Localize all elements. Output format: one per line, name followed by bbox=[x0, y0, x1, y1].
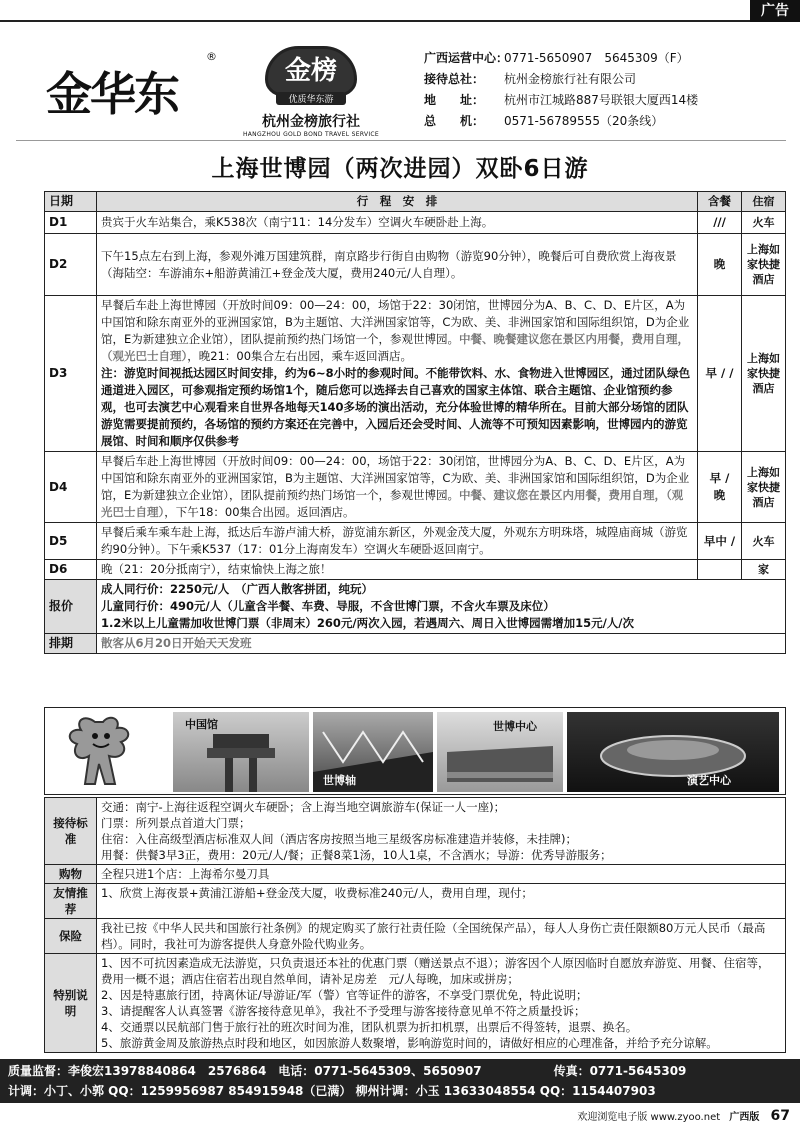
price-line: 成人同行价：2250元/人 （广西人散客拼团，纯玩） bbox=[101, 582, 373, 596]
info-line: 4、交通票以民航部门售于旅行社的班次时间为准，团队机票为折扣机票，出票后不得签转，退票、换名。 bbox=[101, 1020, 638, 1034]
photo-strip bbox=[44, 707, 786, 795]
day-plan: 下午15点左右到上海，参观外滩万国建筑群，南京路步行街自由购物（游览90分钟），晚餐后可自费欣赏上海夜景（海陆空：车游浦东+船游黄浦江+登金茂大厦，费用240元/人自理）。 bbox=[97, 234, 698, 296]
header-stay: 住宿 bbox=[742, 192, 786, 212]
info-line: 门票：所列景点首道大门票； bbox=[101, 816, 251, 830]
seal-banner: 优质华东游 bbox=[276, 92, 346, 105]
footer-line: 计调：小丁、小郭 QQ：1259956987 854915948（已满） 柳州计调：小玉 13633048554 QQ：1154407903 bbox=[8, 1084, 656, 1098]
footer-line: 质量监督：李俊宏13978840864 2576864 电话：0771-5645309、5650907 传真：0771-5645309 bbox=[8, 1064, 687, 1078]
contact-label: 总 机： bbox=[424, 114, 485, 128]
day-plan: 早餐后乘车乘车赴上海，抵达后车游卢浦大桥，游览浦东新区，外观金茂大厦，外观东方明珠塔，城隍庙商城（游览约90分钟）。下午乘K537（17：01分上海南发车）空调火车硬卧返回南宁。 bbox=[97, 523, 698, 560]
info-line: 全程只进1个店：上海希尔曼刀具 bbox=[97, 865, 786, 884]
day-plan: 早餐后车赴上海世博园（开放时间09：00—24：00，场馆于22：30闭馆，世博园分为A、B、C、D、E片区，A为中国馆和除东南亚外的亚洲国家馆，B为主题馆、大洋洲国家馆等，C为欧、美、非洲国家馆和国际组织馆，D为企业馆，E为新建独立企业馆），团队提前预约热门场馆一个，参观世博园。 bbox=[101, 298, 690, 346]
day-label: D3 bbox=[45, 296, 97, 452]
agency-name: 杭州金榜旅行社 bbox=[262, 114, 360, 130]
day-label: D4 bbox=[45, 452, 97, 523]
photo-caption: 世博轴 bbox=[323, 774, 356, 787]
photo-expo-axis bbox=[313, 712, 433, 792]
table-row bbox=[45, 234, 786, 296]
page-bottom bbox=[0, 1106, 800, 1127]
day-stay: 上海如家快捷酒店 bbox=[742, 234, 786, 296]
info-line: 用餐：供餐3早3正，费用：20元/人/餐；正餐8菜1汤，10人1桌，不含酒水；导游：优秀导游服务； bbox=[101, 848, 612, 862]
agency-en: HANGZHOU GOLD BOND TRAVEL SERVICE bbox=[242, 131, 380, 138]
day-plan-cell bbox=[97, 296, 698, 452]
header bbox=[16, 28, 786, 138]
contact-value: 0771-5650907 5645309（F） bbox=[504, 51, 689, 65]
table-header bbox=[45, 192, 786, 212]
info-line: 我社已按《中华人民共和国旅行社条例》的规定购买了旅行社责任险（全国统保产品），每人人身伤亡责任限额80万元人民币（最高档）。同时，我社可为游客提供人身意外险代购业务。 bbox=[97, 919, 786, 954]
info-label: 接待标准 bbox=[45, 798, 97, 865]
price-cell bbox=[97, 580, 786, 634]
info-row bbox=[45, 919, 786, 954]
info-label: 保险 bbox=[45, 919, 97, 954]
day-meal: 早中 / bbox=[698, 523, 742, 560]
day-label: D2 bbox=[45, 234, 97, 296]
info-row bbox=[45, 884, 786, 919]
itinerary-table bbox=[44, 191, 786, 654]
day-plan-tail: ，晚21：00集合左右出园，乘车返回酒店。 bbox=[187, 349, 413, 363]
contact-label: 接待总社： bbox=[424, 72, 485, 86]
schedule-label: 排期 bbox=[45, 634, 97, 654]
info-line: 住宿：入住高级型酒店标准双人间（酒店客房按照当地三星级客房标准建造并装修，未挂牌)； bbox=[101, 832, 577, 846]
info-line: 3、请提醒客人认真签署《游客接待意见单》，我社不予受理与游客接待意见单不符之质量投诉； bbox=[101, 1004, 586, 1018]
header-schedule: 行 程 安 排 bbox=[97, 192, 698, 212]
day-stay: 上海如家快捷酒店 bbox=[742, 452, 786, 523]
reg-mark: ® bbox=[206, 50, 217, 63]
edition-text: 广西版 bbox=[729, 1112, 760, 1123]
photo-performing-arts-center bbox=[567, 712, 779, 792]
day-plan-gray: 中餐、建议您在景区内用餐，费用自理，（观光巴士自理） bbox=[101, 488, 684, 519]
info-content bbox=[97, 798, 786, 865]
mascot-image bbox=[55, 714, 145, 792]
day-label: D6 bbox=[45, 560, 97, 580]
day-label: D1 bbox=[45, 212, 97, 234]
photo-caption: 世博中心 bbox=[493, 720, 537, 733]
table-row bbox=[45, 523, 786, 560]
schedule-text: 散客从6月20日开始天天发班 bbox=[97, 634, 786, 654]
table-row bbox=[45, 452, 786, 523]
info-line: 5、旅游黄金周及旅游热点时段和地区，如因旅游人数聚增，影响游览时间的，请做好相应的心理准备，并给予充分谅解。 bbox=[101, 1036, 718, 1050]
info-row bbox=[45, 865, 786, 884]
day-plan: 贵宾于火车站集合，乘K538次（南宁11：14分发车）空调火车硬卧赴上海。 bbox=[97, 212, 698, 234]
info-table bbox=[44, 797, 786, 1053]
info-line: 1、欣赏上海夜景+黄浦江游船+登金茂大厦，收费标准240元/人，费用自理，现付； bbox=[97, 884, 786, 919]
price-line: 儿童同行价：490元/人（儿童含半餐、车费、导服，不含世博门票，不含火车票及床位） bbox=[101, 599, 555, 613]
header-day: 日期 bbox=[45, 192, 97, 212]
header-meal: 含餐 bbox=[698, 192, 742, 212]
divider bbox=[16, 140, 786, 141]
info-label: 特别说明 bbox=[45, 954, 97, 1053]
day-meal: 早 / 晚 bbox=[698, 452, 742, 523]
info-row bbox=[45, 954, 786, 1053]
price-row bbox=[45, 580, 786, 634]
contact-row bbox=[424, 90, 794, 111]
day-plan: 晚（21：20分抵南宁），结束愉快上海之旅！ bbox=[97, 560, 698, 580]
day-meal: 早 / / bbox=[698, 296, 742, 452]
contact-row bbox=[424, 111, 794, 132]
info-label: 购物 bbox=[45, 865, 97, 884]
price-label: 报价 bbox=[45, 580, 97, 634]
day-stay: 火车 bbox=[742, 212, 786, 234]
contact-row bbox=[424, 69, 794, 90]
day-note: 注：游览时间视抵达园区时间安排，约为6~8小时的参观时间。不能带饮料、水、食物进入世博园区，通过团队绿色通道进入园区，可参观指定预约场馆1个，随后您可以选择去自己喜欢的国家主体馆、联合主题馆、企业馆预约参观，也可去演艺中心观看来自世界各地每天140多场的演出活动，充分体验世博的精华所在。目前大部分场馆的团队游览需要提前预约，各场馆的预约方案还在完善中，入园后还会受时间、人流等不可预知因素影响，世博园内的游览展馆、时间和顺序仅供参考 bbox=[101, 366, 691, 448]
price-line: 1.2米以上儿童需加收世博门票（非周末）260元/两次入园，若遇周六、周日入世博园需增加15元/人/次 bbox=[101, 616, 634, 630]
seal-logo: 金榜 bbox=[265, 46, 357, 96]
logo-text: 金华东 bbox=[46, 67, 178, 121]
table-row bbox=[45, 560, 786, 580]
photo-caption: 中国馆 bbox=[185, 718, 218, 731]
table-row bbox=[45, 212, 786, 234]
contact-value: 杭州金榜旅行社有限公司 bbox=[504, 72, 637, 86]
info-content bbox=[97, 954, 786, 1053]
brand-logo bbox=[46, 50, 216, 130]
day-plan-tail: ，下午18：00集合出园。返回酒店。 bbox=[164, 505, 355, 519]
day-meal: 晚 bbox=[698, 234, 742, 296]
day-label: D5 bbox=[45, 523, 97, 560]
contact-value: 0571-56789555（20条线） bbox=[504, 114, 664, 128]
photo-caption: 演艺中心 bbox=[687, 774, 731, 787]
day-meal bbox=[698, 560, 742, 580]
info-line: 2、因是特惠旅行团，持离休证/导游证/军（警）官等证件的游客，不享受门票优免，特此说明； bbox=[101, 988, 588, 1002]
info-row bbox=[45, 798, 786, 865]
day-stay: 火车 bbox=[742, 523, 786, 560]
contact-label: 广西运营中心： bbox=[424, 51, 509, 65]
page-title: 上海世博园（两次进园）双卧6日游 bbox=[211, 156, 589, 182]
ad-tag: 广告 bbox=[750, 0, 800, 22]
site-text: 欢迎浏览电子版 www.zyoo.net bbox=[577, 1112, 721, 1123]
day-plan-cell bbox=[97, 452, 698, 523]
info-line: 1、因不可抗因素造成无法游览，只负责退还本社的优惠门票（赠送景点不退）；游客因个人原因临时自愿放弃游览、用餐、住宿等，费用一概不退；酒店住宿若出现自然单间，请补足房差 元/人每晚，加床或拼房； bbox=[101, 956, 770, 986]
table-row bbox=[45, 296, 786, 452]
photo-expo-center bbox=[437, 712, 563, 792]
contact-row bbox=[424, 48, 794, 69]
contact-value: 杭州市江城路887号联银大厦西14楼 bbox=[504, 93, 699, 107]
schedule-row bbox=[45, 634, 786, 654]
footer-bar bbox=[0, 1059, 800, 1103]
day-plan: 早餐后车赴上海世博园（开放时间09：00—24：00，场馆于22：30闭馆，世博园分为A、B、C、D、E片区，A为中国馆和除东南亚外的亚洲国家馆，B为主题馆、大洋洲国家馆等，C为欧、美、非洲国家馆和国际组织馆，D为企业馆，E为新建独立企业馆），团队提前预约热门场馆一个，参观世博园。 bbox=[101, 454, 690, 502]
info-line: 交通：南宁-上海往返程空调火车硬卧；含上海当地空调旅游车(保证一人一座)； bbox=[101, 800, 506, 814]
page-number: 67 bbox=[770, 1108, 790, 1124]
agency-logo bbox=[241, 46, 381, 136]
info-label: 友情推荐 bbox=[45, 884, 97, 919]
day-stay: 上海如家快捷酒店 bbox=[742, 296, 786, 452]
contact-block bbox=[424, 48, 794, 132]
contact-label: 地 址： bbox=[424, 93, 485, 107]
day-plan-gray: 中餐、晚餐建议您在景区内用餐，费用自理，（观光巴士自理） bbox=[101, 332, 690, 363]
top-bar bbox=[0, 0, 800, 22]
photo-china-pavilion bbox=[173, 712, 309, 792]
day-meal: /// bbox=[698, 212, 742, 234]
day-stay: 家 bbox=[742, 560, 786, 580]
